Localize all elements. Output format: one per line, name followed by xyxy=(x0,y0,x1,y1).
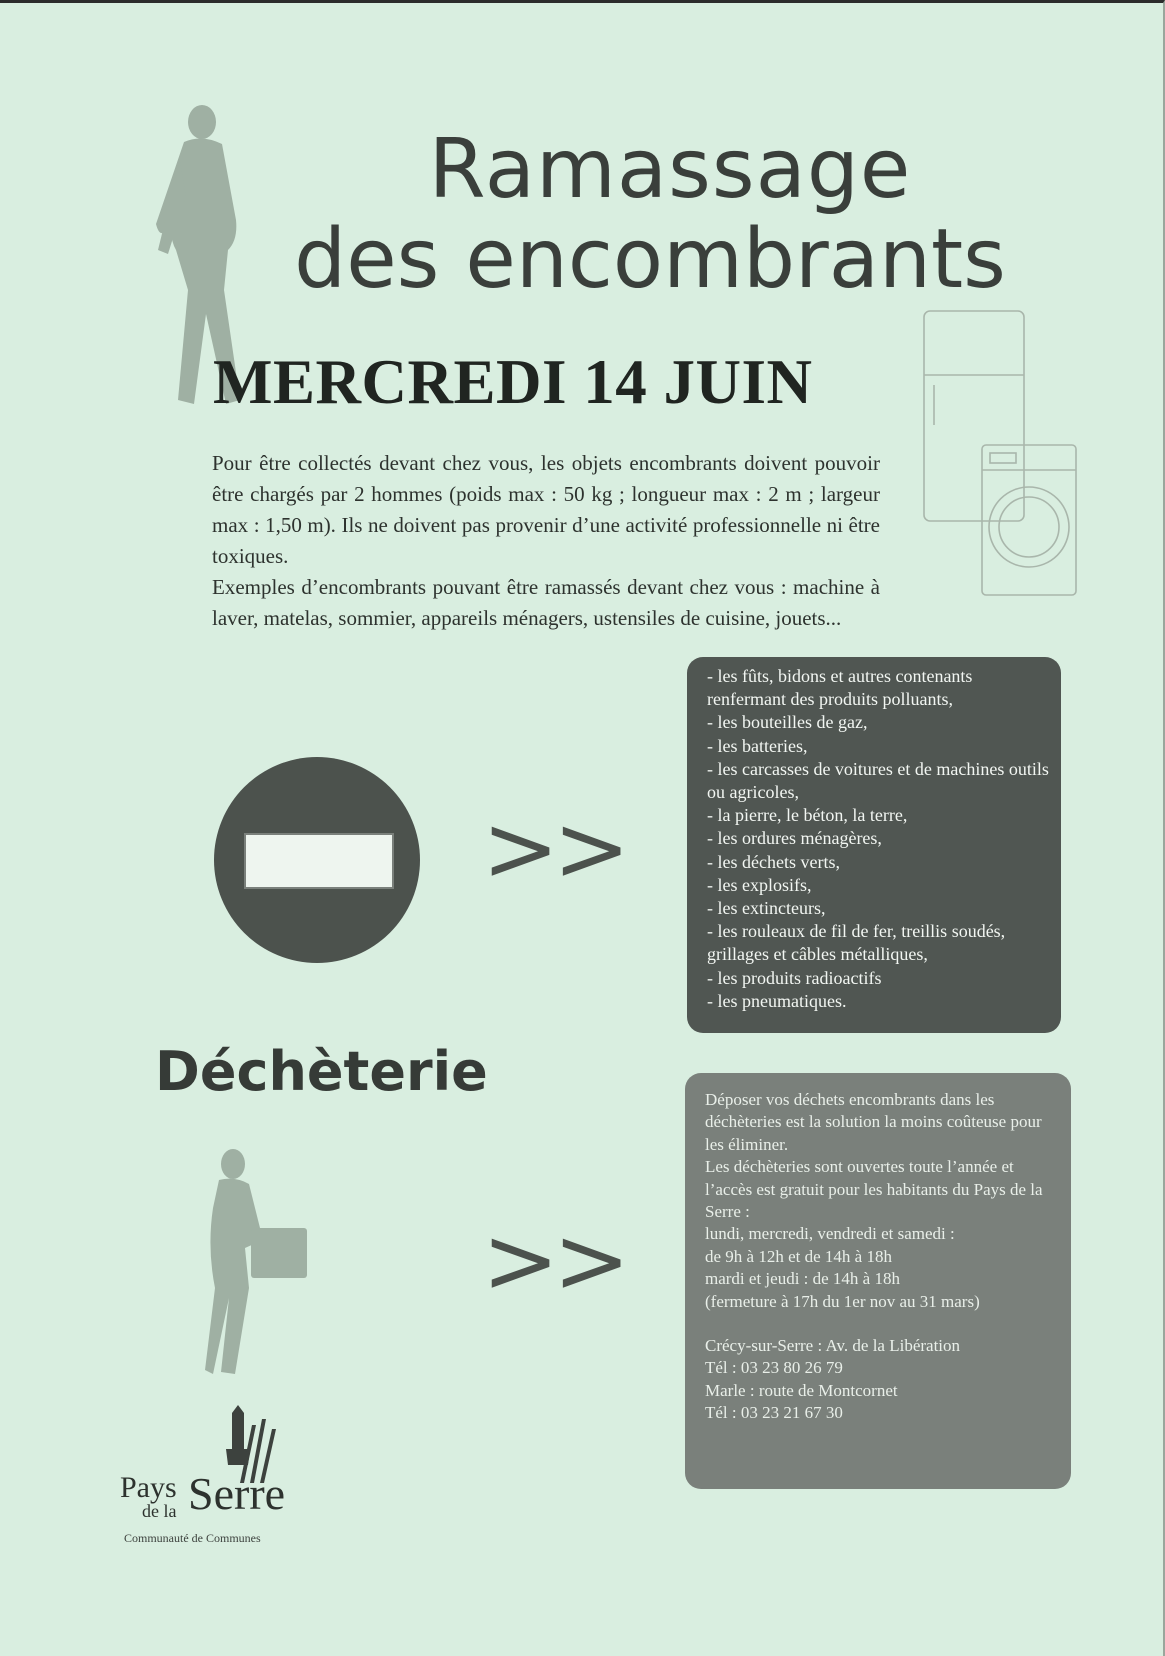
list-item: - les ordures ménagères, xyxy=(707,828,882,849)
list-item: - les produits radioactifs xyxy=(707,967,882,988)
intro-text xyxy=(212,448,880,634)
info-line: Les déchèteries sont ouvertes toute l’année et l’accès est gratuit pour les habitants du Pays de la Serre : xyxy=(705,1157,1043,1222)
info-line: Déposer vos déchets encombrants dans les déchèteries est la solution la moins coûteuse pour les éliminer. xyxy=(705,1090,1042,1154)
decheterie-title: Déchèterie xyxy=(155,1040,488,1103)
pays-de-la-serre-logo xyxy=(120,1405,350,1545)
info-line: (fermeture à 17h du 1er nov au 31 mars) xyxy=(705,1291,980,1311)
location-line: Marle : route de Montcornet xyxy=(705,1380,898,1400)
title-line-2: des encombrants xyxy=(294,212,1006,308)
no-entry-bar xyxy=(244,833,394,889)
list-item: - les carcasses de voitures et de machines outils ou agricoles, xyxy=(707,758,1049,803)
info-line: lundi, mercredi, vendredi et samedi : xyxy=(705,1224,955,1244)
logo-text-de-la: de la xyxy=(142,1501,177,1521)
list-item: - les explosifs, xyxy=(707,874,812,895)
decheterie-info-list xyxy=(705,1089,1059,1313)
title-line-1: Ramassage xyxy=(428,122,912,218)
list-item: - les pneumatiques. xyxy=(707,990,847,1011)
decheterie-locations-list xyxy=(705,1335,1059,1425)
phone-line: Tél : 03 23 80 26 79 xyxy=(705,1358,843,1378)
logo-text-serre: Serre xyxy=(188,1468,286,1519)
collection-date: MERCREDI 14 JUIN xyxy=(213,347,813,417)
list-item: - les déchets verts, xyxy=(707,851,840,872)
phone-line: Tél : 03 23 21 67 30 xyxy=(705,1403,843,1423)
info-line: de 9h à 12h et de 14h à 18h xyxy=(705,1246,892,1266)
intro-paragraph-2: Exemples d’encombrants pouvant être ramassés devant chez vous : machine à laver, matelas, sommier, appareils ménagers, ustensiles de cuisine, jouets... xyxy=(212,575,880,630)
spacer xyxy=(705,1313,1059,1335)
excluded-items-list xyxy=(707,665,1051,1013)
decheterie-info-box xyxy=(685,1073,1071,1489)
excluded-items-box xyxy=(687,657,1061,1033)
intro-paragraph-1: Pour être collectés devant chez vous, les objets encombrants doivent pouvoir être chargés par 2 hommes (poids max : 50 kg ; longueur max : 2 m ; largeur max : 1,50 m). Ils ne doivent pas provenir d’une activité professionnelle ni être toxiques. xyxy=(212,451,880,568)
arrows-icon: >> xyxy=(482,795,625,902)
no-entry-sign-icon xyxy=(214,757,420,963)
man-carrying-box-icon xyxy=(205,1148,310,1378)
list-item: - la pierre, le béton, la terre, xyxy=(707,805,908,826)
list-item: - les batteries, xyxy=(707,735,808,756)
list-item: - les fûts, bidons et autres contenants renfermant des produits polluants, xyxy=(707,666,973,710)
location-line: Crécy-sur-Serre : Av. de la Libération xyxy=(705,1336,961,1356)
page-title xyxy=(250,122,1050,308)
list-item: - les extincteurs, xyxy=(707,898,826,919)
logo-subtitle: Communauté de Communes xyxy=(124,1531,261,1545)
arrows-icon: >> xyxy=(482,1207,625,1314)
info-line: mardi et jeudi : de 14h à 18h xyxy=(705,1269,900,1289)
logo-text-pays: Pays xyxy=(120,1471,177,1504)
list-item: - les bouteilles de gaz, xyxy=(707,712,868,733)
list-item: - les rouleaux de fil de fer, treillis soudés, grillages et câbles métalliques, xyxy=(707,921,1006,965)
